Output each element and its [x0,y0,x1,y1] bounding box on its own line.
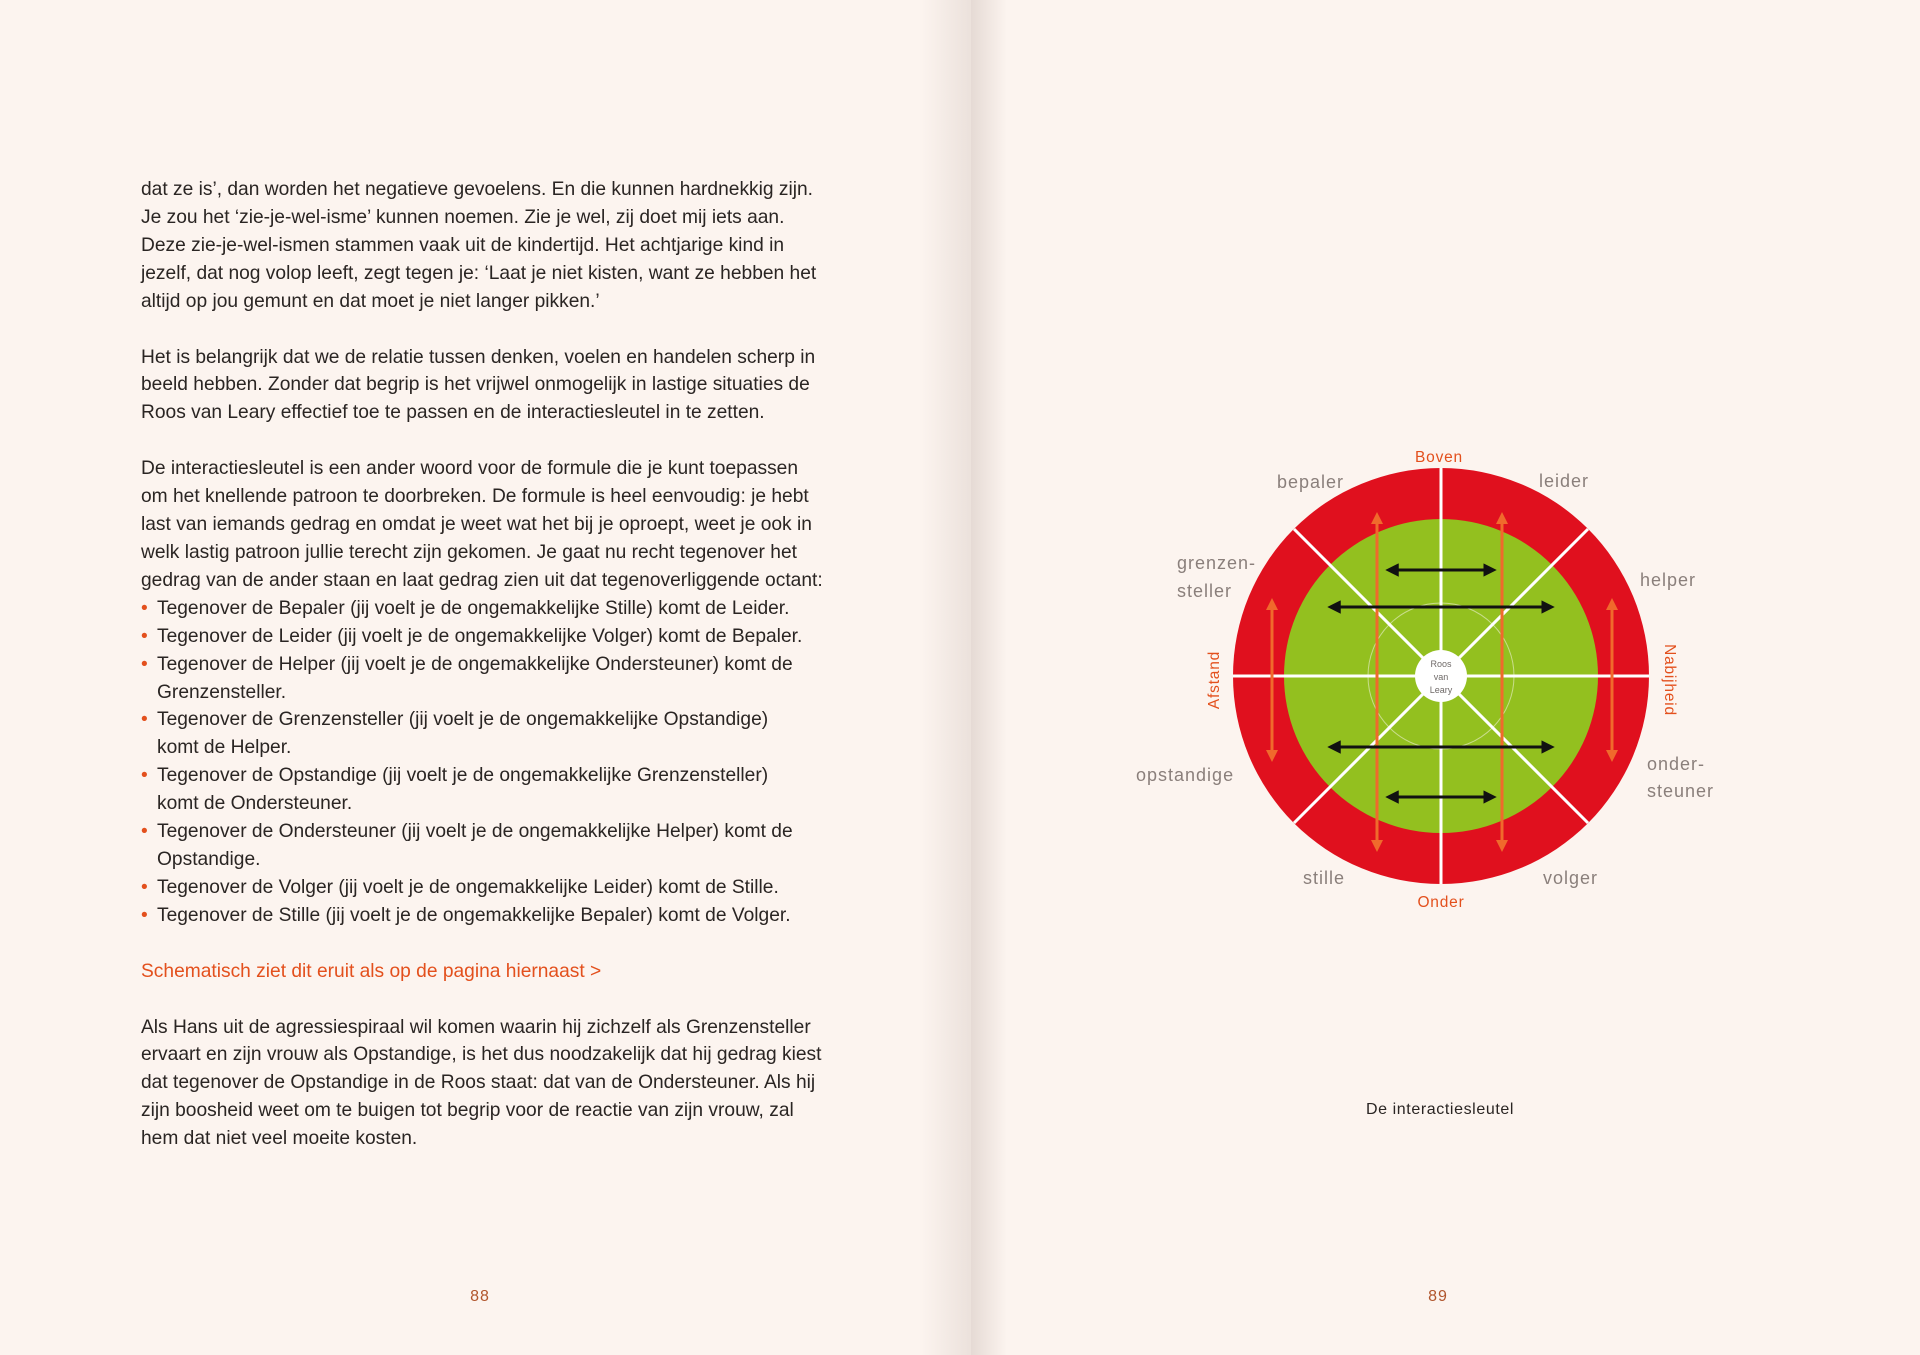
axis-label-nabijheid: Nabijheid [1661,644,1678,716]
paragraph-1: dat ze is’, dan worden het negatieve gevoelens. En die kunnen hardnekkig zijn. Je zou het ‘zie-je-wel-isme’ kunnen noemen. Zie je wel, zij doet mij iets aan. Deze zie-je-wel-ismen stammen vaak uit de kindertijd. Het achtjarige kind in jezelf, dat nog volop leeft, zegt tegen je: ‘Laat je niet kisten, want ze hebben het altijd op jou gemunt en dat moet je niet langer pikken.’ [141,179,817,312]
axis-label-onder: Onder [1417,894,1465,911]
opposite-list [141,595,831,930]
axis-label-boven: Boven [1415,449,1463,466]
gutter-shadow-left [921,0,971,1355]
octant-label-helper: helper [1640,570,1697,590]
list-item: • Tegenover de Ondersteuner (jij voelt je de ongemakkelijke Helper) komt de Opstandige. [141,818,831,874]
octant-label-ondersteuner-1: onder- [1647,754,1706,774]
octant-label-bepaler: bepaler [1277,472,1345,492]
paragraph-4: Als Hans uit de agressiespiraal wil komen waarin hij zichzelf als Grenzensteller ervaart en zijn vrouw als Opstandige, is het dus noodzakelijk dat hij gedrag kiest dat tegenover de Opstandige in de Roos staat: dat van de Ondersteuner. Als hij zijn boosheid weet om te buigen tot begrip voor de reactie van zijn vrouw, zal hem dat niet veel moeite kosten. [141,1016,822,1150]
octant-label-grenzensteller-1: grenzen- [1177,553,1257,573]
list-item: • Tegenover de Stille (jij voelt je de ongemakkelijke Bepaler) komt de Volger. [141,902,831,930]
list-item: • Tegenover de Opstandige (jij voelt je de ongemakkelijke Grenzensteller) komt de Ondersteuner. [141,762,831,818]
list-item: • Tegenover de Grenzensteller (jij voelt je de ongemakkelijke Opstandige) komt de Helper. [141,706,831,762]
page-number-left: 88 [470,1288,490,1305]
center-label-1: Roos [1430,659,1452,669]
octant-label-ondersteuner-2: steuner [1647,781,1715,801]
list-item: • Tegenover de Bepaler (jij voelt je de ongemakkelijke Stille) komt de Leider. [141,595,831,623]
roos-van-leary-diagram [1120,440,1800,920]
page-number-right: 89 [1428,1288,1448,1305]
axis-label-afstand: Afstand [1206,650,1223,710]
figure-caption: De interactiesleutel [1365,1101,1515,1118]
see-next-page-link[interactable]: Schematisch ziet dit eruit als op de pagina hiernaast > [141,960,602,982]
octant-label-stille: stille [1303,868,1346,888]
list-item: • Tegenover de Helper (jij voelt je de ongemakkelijke Ondersteuner) komt de Grenzensteller. [141,651,831,707]
list-item: • Tegenover de Leider (jij voelt je de ongemakkelijke Volger) komt de Bepaler. [141,623,831,651]
octant-label-volger: volger [1543,868,1599,888]
list-item: • Tegenover de Volger (jij voelt je de ongemakkelijke Leider) komt de Stille. [141,874,831,902]
octant-label-opstandige: opstandige [1136,765,1235,785]
center-label-2: van [1433,672,1449,682]
center-label-3: Leary [1429,685,1453,695]
octant-label-leider: leider [1539,471,1590,491]
gutter-shadow-right [971,0,1007,1355]
octant-label-grenzensteller-2: steller [1177,581,1233,601]
paragraph-3: De interactiesleutel is een ander woord voor de formule die je kunt toepassen om het knellende patroon te doorbreken. De formule is heel eenvoudig: je hebt last van iemands gedrag en omdat je weet wat het bij je oproept, weet je ook in welk lastig patroon jullie terecht zijn gekomen. Je gaat nu recht tegenover het gedrag van de ander staan en laat gedrag zien uit dat tegenoverliggende octant: [141,458,823,591]
paragraph-2: Het is belangrijk dat we de relatie tussen denken, voelen en handelen scherp in beeld hebben. Zonder dat begrip is het vrijwel onmogelijk in lastige situaties de Roos van Leary effectief toe te passen en de interactiesleutel in te zetten. [141,346,816,424]
body-text [141,176,831,1181]
